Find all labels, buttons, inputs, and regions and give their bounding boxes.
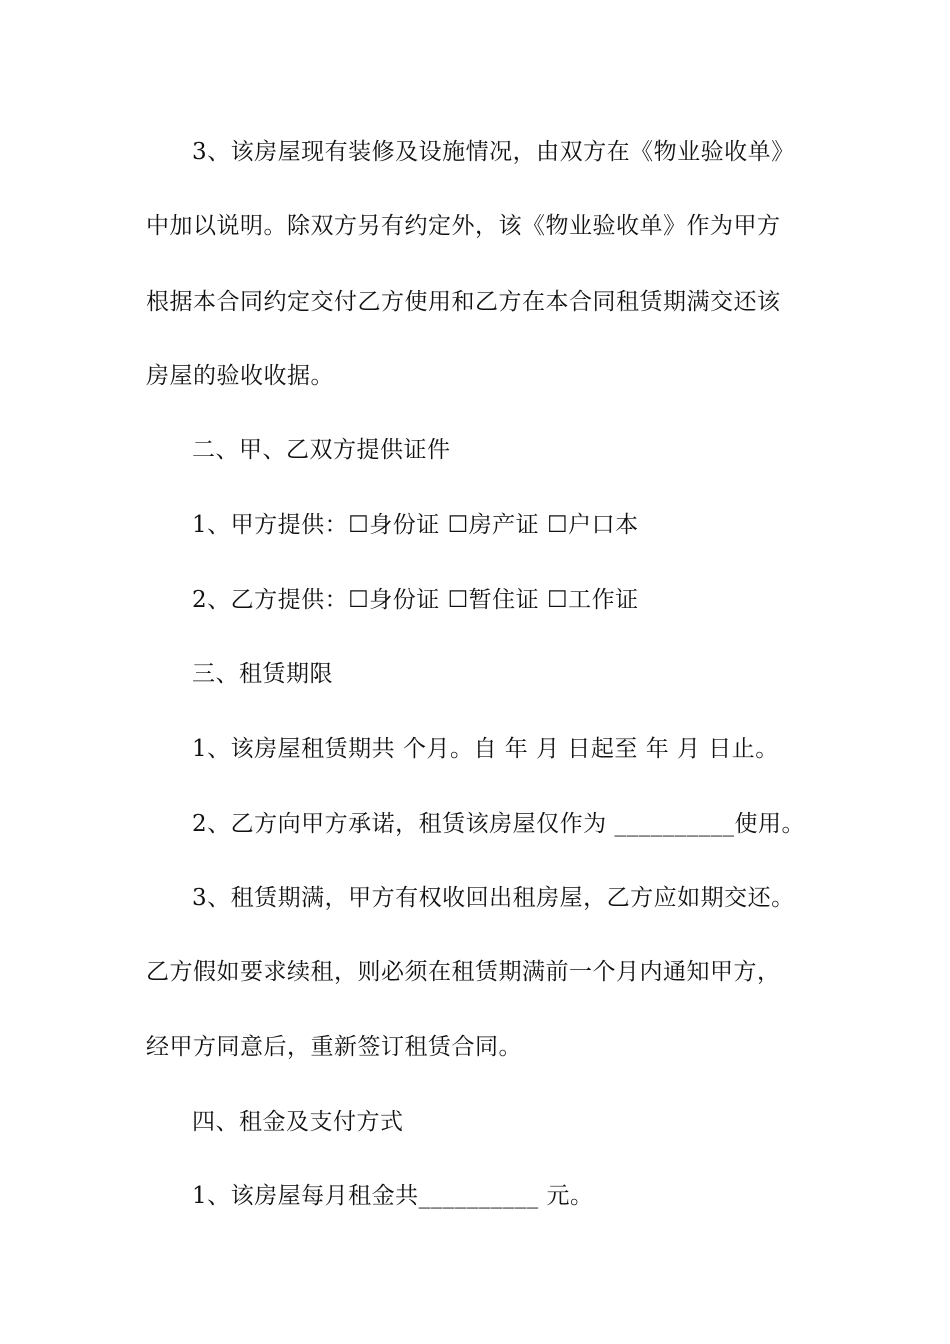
expiry-clause-line-3: 经甲方同意后，重新签订租赁合同。 (146, 1034, 522, 1060)
lease-term-clause: 1、该房屋租赁期共 个月。自 年 月 日起至 年 月 日止。 (192, 736, 779, 762)
paragraph-3-line-4: 房屋的验收收据。 (146, 363, 334, 389)
paragraph-3-line-2: 中加以说明。除双方另有约定外，该《物业验收单》作为甲方 (146, 213, 781, 239)
party-b-documents: 2、乙方提供：☐身份证 ☐暂住证 ☐工作证 (192, 587, 639, 613)
party-a-documents: 1、甲方提供：☐身份证 ☐房产证 ☐户口本 (192, 512, 639, 538)
usage-clause: 2、乙方向甲方承诺，租赁该房屋仅作为 __________使用。 (192, 811, 805, 837)
section-4-heading: 四、租金及支付方式 (192, 1109, 404, 1135)
expiry-clause-line-1: 3、租赁期满，甲方有权收回出租房屋，乙方应如期交还。 (192, 885, 795, 911)
rent-amount-clause: 1、该房屋每月租金共__________ 元。 (192, 1183, 594, 1209)
paragraph-3-line-3: 根据本合同约定交付乙方使用和乙方在本合同租赁期满交还该 (146, 289, 781, 315)
paragraph-3-line-1: 3、该房屋现有装修及设施情况，由双方在《物业验收单》 (192, 139, 795, 165)
expiry-clause-line-2: 乙方假如要求续租，则必须在租赁期满前一个月内通知甲方， (146, 959, 781, 985)
section-2-heading: 二、甲、乙双方提供证件 (192, 437, 451, 463)
section-3-heading: 三、租赁期限 (192, 661, 333, 687)
